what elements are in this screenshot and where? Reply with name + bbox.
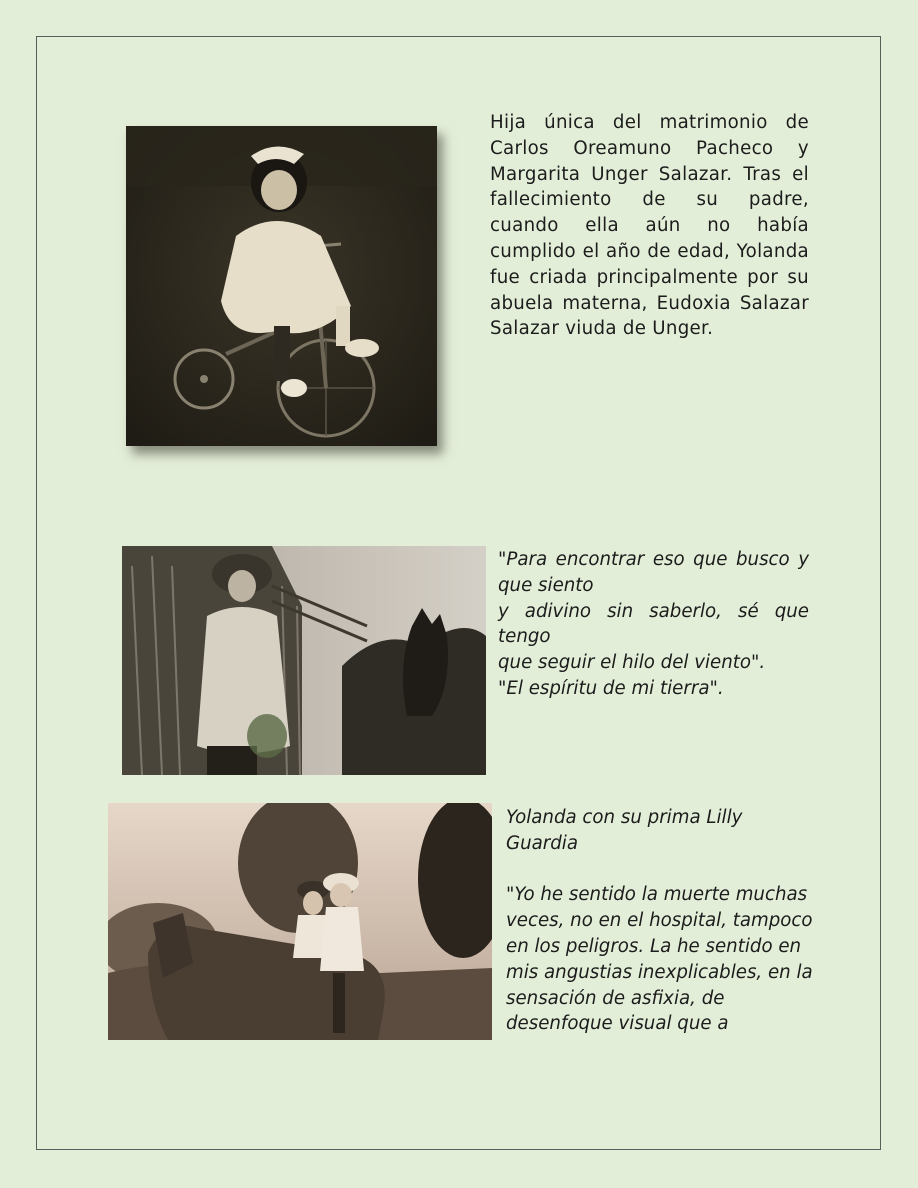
quote-line: y adivino sin saberlo, sé que tengo bbox=[498, 600, 809, 648]
photo-girl-on-tricycle bbox=[126, 126, 437, 446]
biography-paragraph: Hija única del matrimonio de Carlos Oreamuno Pacheco y Margarita Unger Salazar. Tras el fallecimiento de su padre, cuando ella aún no había cumplido el año de edad, Yolanda fue criada principalmente por su abuela materna, Eudoxia Salazar Salazar viuda de Unger. bbox=[490, 112, 809, 340]
caption-title: Yolanda con su prima Lilly Guardia bbox=[506, 807, 743, 854]
quote-line: "Para encontrar eso que busco y que siento bbox=[498, 549, 809, 596]
caption-quote: "Yo he sentido la muerte muchas veces, no en el hospital, tampoco en los peligros. La he sentido en mis angustias inexplicables, en la sensación de asfixia, de desenfoque visual que a bbox=[506, 884, 813, 1035]
quote-source: "El espíritu de mi tierra". bbox=[498, 677, 724, 699]
photo-girls-on-horse bbox=[108, 803, 492, 1040]
caption-spacer bbox=[506, 857, 816, 883]
photo-girl-by-hut-with-horse bbox=[122, 546, 486, 775]
caption-cousins-photo bbox=[506, 805, 816, 1037]
quote-line: que seguir el hilo del viento". bbox=[498, 652, 766, 674]
quote-espiritu-de-mi-tierra bbox=[498, 547, 809, 702]
